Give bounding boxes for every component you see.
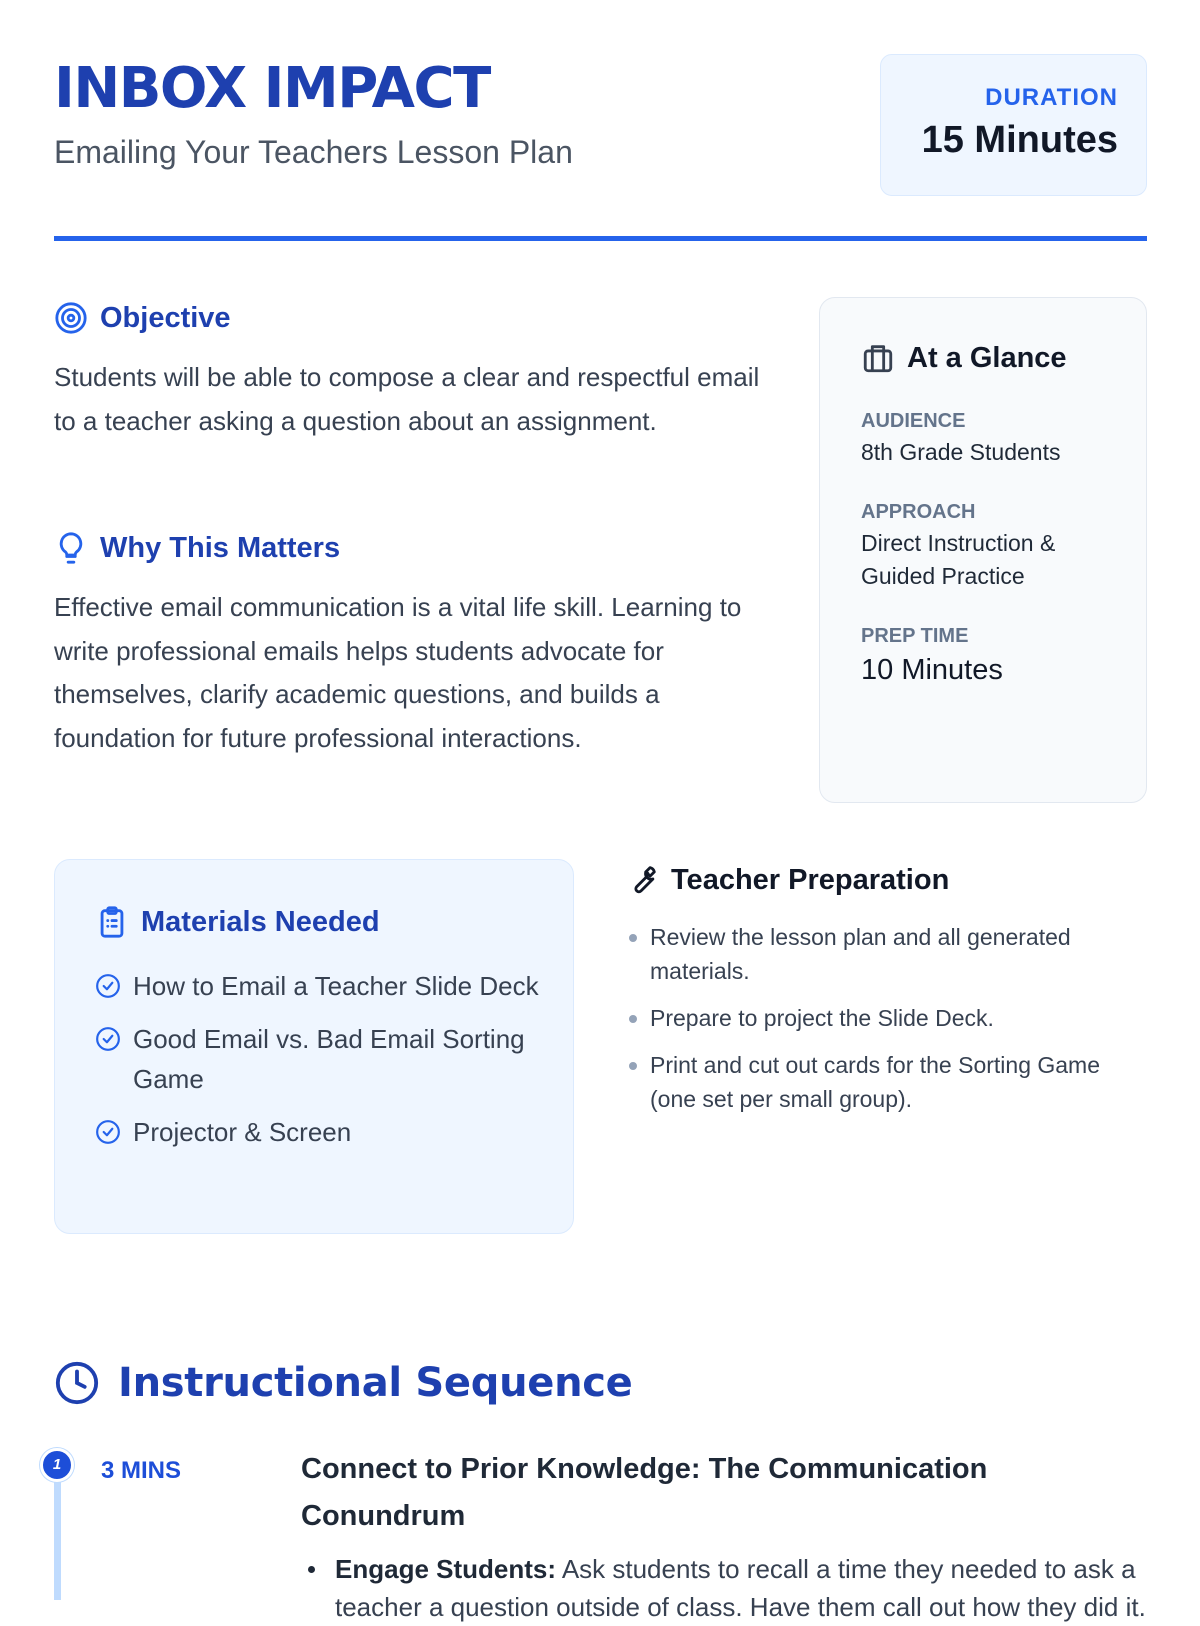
list-item xyxy=(95,1019,543,1099)
clipboard-icon xyxy=(95,905,129,939)
audience-value: 8th Grade Students xyxy=(861,439,1061,465)
at-a-glance-card xyxy=(819,297,1147,803)
material-item-text: Good Email vs. Bad Email Sorting Game xyxy=(133,1024,525,1094)
check-circle-icon xyxy=(95,1026,121,1052)
why-heading xyxy=(54,530,774,566)
target-icon xyxy=(54,301,88,335)
list-item: Print and cut out cards for the Sorting Game (one set per small group). xyxy=(625,1048,1147,1116)
duration-label: DURATION xyxy=(985,84,1118,111)
check-circle-icon xyxy=(95,973,121,999)
list-item: Review the lesson plan and all generated materials. xyxy=(625,920,1147,988)
approach-label: APPROACH xyxy=(861,501,976,523)
sequence-heading-text: Instructional Sequence xyxy=(118,1360,633,1406)
bullet-label: Engage Students: xyxy=(335,1554,557,1584)
list-item: Prepare to project the Slide Deck. xyxy=(625,1001,1147,1035)
materials-list xyxy=(95,966,543,1152)
lightbulb-icon xyxy=(54,531,88,565)
objective-heading-text: Objective xyxy=(100,302,231,334)
why-heading-text: Why This Matters xyxy=(100,532,341,564)
step-content xyxy=(301,1446,1147,1626)
list-item xyxy=(301,1550,1147,1626)
wrench-icon xyxy=(625,863,659,897)
objective-heading xyxy=(54,300,774,336)
materials-card xyxy=(54,859,574,1234)
step-bullets xyxy=(301,1550,1147,1626)
materials-heading xyxy=(95,904,543,940)
step-number-badge: 1 xyxy=(40,1448,74,1482)
prep-heading xyxy=(625,862,1147,898)
audience-label: AUDIENCE xyxy=(861,410,966,432)
prep-time-label: PREP TIME xyxy=(861,625,969,647)
prep-heading-text: Teacher Preparation xyxy=(671,864,950,896)
teacher-preparation-section xyxy=(625,862,1147,1129)
prep-time-value: 10 Minutes xyxy=(861,654,1003,686)
why-section xyxy=(54,530,774,760)
duration-card xyxy=(880,54,1147,196)
list-item xyxy=(95,966,543,1006)
check-circle-icon xyxy=(95,1119,121,1145)
duration-value: 15 Minutes xyxy=(921,119,1118,161)
objective-section xyxy=(54,300,774,443)
page-subtitle: Emailing Your Teachers Lesson Plan xyxy=(54,134,573,170)
bullet-text: Ask students to recall a time they needed to ask a teacher a question outside of class. Have them call out how they did it. xyxy=(335,1554,1146,1622)
lesson-header xyxy=(54,52,1147,242)
page-title: INBOX IMPACT xyxy=(54,56,490,121)
clock-icon xyxy=(54,1360,100,1406)
instructional-sequence-heading xyxy=(54,1358,633,1408)
objective-text: Students will be able to compose a clear and respectful email to a teacher asking a question about an assignment. xyxy=(54,362,760,436)
glance-heading-text: At a Glance xyxy=(907,342,1067,374)
glance-heading xyxy=(861,340,1116,376)
material-item-text: How to Email a Teacher Slide Deck xyxy=(133,971,539,1001)
briefcase-icon xyxy=(861,341,895,375)
why-text: Effective email communication is a vital life skill. Learning to write professional emails helps students advocate for themselves, clarify academic questions, and builds a foundation for future professional interactions. xyxy=(54,592,742,753)
approach-value: Direct Instruction & Guided Practice xyxy=(861,530,1056,589)
step-title: Connect to Prior Knowledge: The Communication Conundrum xyxy=(301,1453,988,1532)
list-item xyxy=(95,1112,543,1152)
step-duration: 3 MINS xyxy=(101,1457,182,1484)
material-item-text: Projector & Screen xyxy=(133,1117,352,1147)
header-divider xyxy=(54,236,1147,241)
materials-heading-text: Materials Needed xyxy=(141,906,380,938)
timeline-line xyxy=(54,1466,61,1600)
prep-list xyxy=(625,920,1147,1116)
